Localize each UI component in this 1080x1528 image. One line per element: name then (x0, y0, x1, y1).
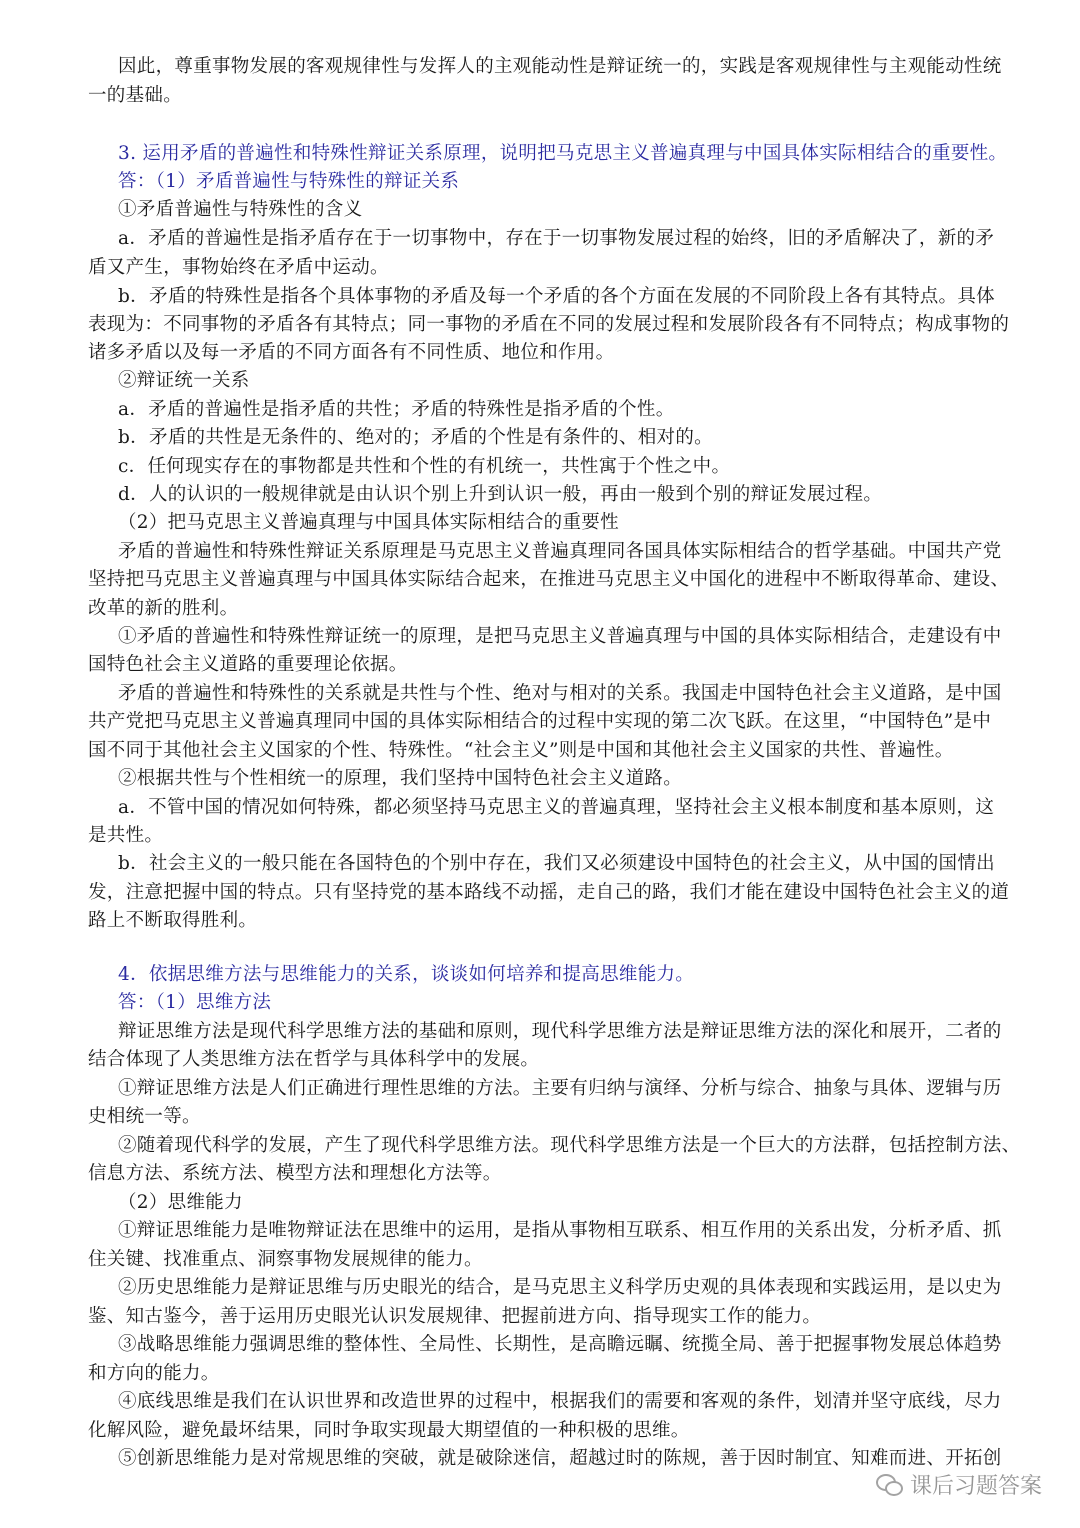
text-line: a．矛盾的普遍性是指矛盾的共性；矛盾的特殊性是指矛盾的个性。 (118, 399, 675, 420)
text-line: 化解风险，避免最坏结果，同时争取实现最大期望值的一种积极的思维。 (88, 1420, 690, 1441)
answer-heading: 答：（1）思维方法 (118, 992, 272, 1013)
text-line: 改革的新的胜利。 (88, 598, 239, 619)
watermark-text: 课后习题答案 (909, 1474, 1042, 1499)
text-line: 诸多矛盾以及每一矛盾的不同方面各有不同性质、地位和作用。 (88, 342, 615, 363)
text-line: ①辩证思维方法是人们正确进行理性思维的方法。主要有归纳与演绎、分析与综合、抽象与具体、逻辑与历 (118, 1078, 1002, 1099)
text-line: 和方向的能力。 (88, 1363, 220, 1384)
text-line: 路上不断取得胜利。 (88, 910, 258, 931)
text-line: 是共性。 (88, 825, 164, 846)
text-line: d．人的认识的一般规律就是由认识个别上升到认识一般，再由一般到个别的辩证发展过程。 (118, 484, 883, 505)
text-line: 国不同于其他社会主义国家的个性、特殊性。“社会主义”则是中国和其他社会主义国家的共性、普遍性。 (88, 740, 954, 761)
text-line: （2）思维能力 (118, 1192, 243, 1213)
text-line: 结合体现了人类思维方法在哲学与具体科学中的发展。 (88, 1049, 540, 1070)
text-line: ①辩证思维能力是唯物辩证法在思维中的运用，是指从事物相互联系、相互作用的关系出发，分析矛盾、抓 (118, 1220, 1002, 1241)
text-line: 因此，尊重事物发展的客观规律性与发挥人的主观能动性是辩证统一的，实践是客观规律性与主观能动性统 (118, 56, 1002, 77)
text-line: 盾又产生，事物始终在矛盾中运动。 (88, 257, 389, 278)
text-line: （2）把马克思主义普遍真理与中国具体实际相结合的重要性 (118, 512, 619, 533)
text-line: 国特色社会主义道路的重要理论依据。 (88, 654, 408, 675)
answer-heading: 答：（1）矛盾普遍性与特殊性的辩证关系 (118, 171, 460, 192)
text-line: a．矛盾的普遍性是指矛盾存在于一切事物中，存在于一切事物发展过程的始终，旧的矛盾解决了，新的矛 (118, 228, 995, 249)
text-line: 表现为：不同事物的矛盾各有其特点；同一事物的矛盾在不同的发展过程和发展阶段各有不同特点；构成事物的 (88, 314, 1010, 335)
text-line: 矛盾的普遍性和特殊性辩证关系原理是马克思主义普遍真理同各国具体实际相结合的哲学基础。中国共产党 (118, 541, 1002, 562)
text-line: ②随着现代科学的发展，产生了现代科学思维方法。现代科学思维方法是一个巨大的方法群，包括控制方法、 (118, 1135, 1021, 1156)
text-line: 一的基础。 (88, 85, 183, 106)
text-line: 矛盾的普遍性和特殊性的关系就是共性与个性、绝对与相对的关系。我国走中国特色社会主义道路，是中国 (118, 683, 1002, 704)
text-line: 共产党把马克思主义普遍真理同中国的具体实际相结合的过程中实现的第二次飞跃。在这里，“中国特色”是中 (88, 711, 992, 732)
text-line: 坚持把马克思主义普遍真理与中国具体实际结合起来，在推进马克思主义中国化的进程中不断取得革命、建设、 (88, 569, 1010, 590)
text-line: c．任何现实存在的事物都是共性和个性的有机统一，共性寓于个性之中。 (118, 456, 731, 477)
text-line: 辩证思维方法是现代科学思维方法的基础和原则，现代科学思维方法是辩证思维方法的深化和展开，二者的 (118, 1021, 1002, 1042)
text-line: b．矛盾的特殊性是指各个具体事物的矛盾及每一个矛盾的各个方面在发展的不同阶段上各有其特点。具体 (118, 286, 995, 307)
text-line: a．不管中国的情况如何特殊，都必须坚持马克思主义的普遍真理，坚持社会主义根本制度和基本原则，这 (118, 797, 995, 818)
text-line: ④底线思维是我们在认识世界和改造世界的过程中，根据我们的需要和客观的条件，划清并坚守底线，尽力 (118, 1391, 1002, 1412)
text-line: 史相统一等。 (88, 1106, 201, 1127)
watermark (876, 1469, 1042, 1500)
text-line: 信息方法、系统方法、模型方法和理想化方法等。 (88, 1163, 502, 1184)
text-line: b．矛盾的共性是无条件的、绝对的；矛盾的个性是有条件的、相对的。 (118, 427, 713, 448)
text-line: b．社会主义的一般只能在各国特色的个别中存在，我们又必须建设中国特色的社会主义，从中国的国情出 (118, 853, 995, 874)
text-line: ②历史思维能力是辩证思维与历史眼光的结合，是马克思主义科学历史观的具体表现和实践运用，是以史为 (118, 1277, 1002, 1298)
text-line: ⑤创新思维能力是对常规思维的突破，就是破除迷信，超越过时的陈规，善于因时制宜、知难而进、开拓创 (118, 1448, 1002, 1469)
text-line: ①矛盾普遍性与特殊性的含义 (118, 199, 363, 220)
text-line: 鉴、知古鉴今，善于运用历史眼光认识发展规律、把握前进方向、指导现实工作的能力。 (88, 1306, 822, 1327)
text-line: 发，注意把握中国的特点。只有坚持党的基本路线不动摇，走自己的路，我们才能在建设中国特色社会主义的道 (88, 882, 1010, 903)
text-line: ②根据共性与个性相统一的原理，我们坚持中国特色社会主义道路。 (118, 768, 683, 789)
text-line: ①矛盾的普遍性和特殊性辩证统一的原理，是把马克思主义普遍真理与中国的具体实际相结合，走建设有中 (118, 626, 1002, 647)
question-heading: 4．依据思维方法与思维能力的关系，谈谈如何培养和提高思维能力。 (118, 964, 695, 985)
text-line: 住关键、找准重点、洞察事物发展规律的能力。 (88, 1249, 483, 1270)
wechat-icon (876, 1474, 902, 1496)
text-line: ②辩证统一关系 (118, 370, 250, 391)
text-line: ③战略思维能力强调思维的整体性、全局性、长期性，是高瞻远瞩、统揽全局、善于把握事物发展总体趋势 (118, 1334, 1002, 1355)
question-heading: 3. 运用矛盾的普遍性和特殊性辩证关系原理，说明把马克思主义普遍真理与中国具体实际相结合的重要性。 (118, 143, 1008, 164)
